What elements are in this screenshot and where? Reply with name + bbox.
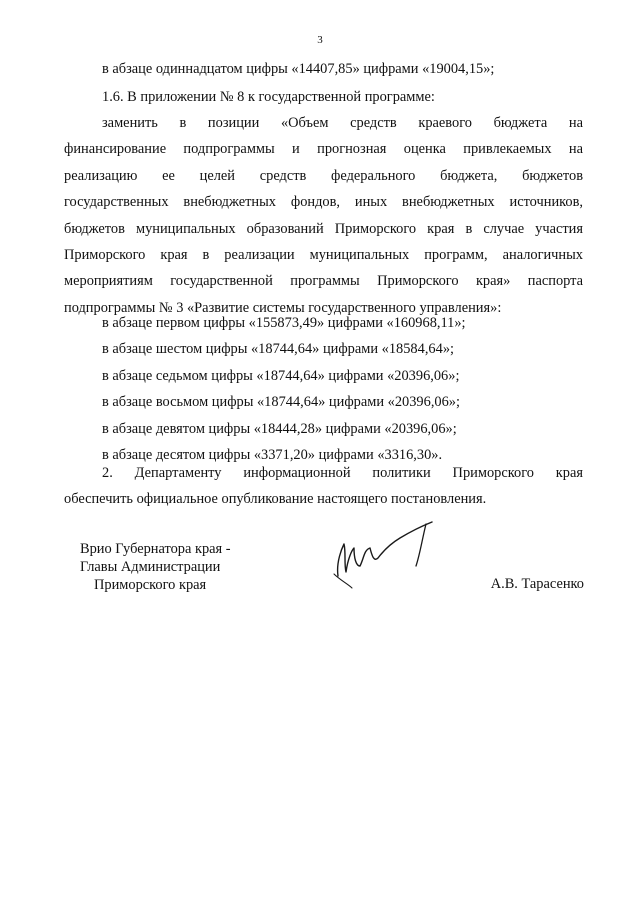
- signatory-title-line: Главы Администрации: [80, 559, 221, 575]
- paragraph-2: [64, 460, 583, 513]
- text-line: мероприятиям государственной программы Приморского края» паспорта: [64, 273, 583, 290]
- signatory-title: [80, 540, 231, 594]
- page-number: 3: [317, 34, 323, 46]
- text-line: в абзаце одиннадцатом цифры «14407,85» цифрами «19004,15»;: [102, 61, 495, 77]
- paragraph-abzac-11: [64, 56, 583, 82]
- signatory-title-line: Приморского края: [94, 577, 207, 593]
- list-item: в абзаце восьмом цифры «18744,64» цифрами «20396,06»;: [102, 394, 461, 411]
- text-line: реализацию ее целей средств федерального бюджета, бюджетов: [64, 167, 583, 184]
- replacement-list: [64, 310, 583, 468]
- paragraph-zamenit: [64, 110, 583, 321]
- text-line: 2. Департаменту информационной политики Приморского края: [102, 465, 583, 481]
- text-line: 1.6. В приложении № 8 к государственной программе:: [102, 89, 435, 105]
- signatory-title-line: Врио Губернатора края -: [80, 541, 231, 557]
- signatory-name: А.В. Тарасенко: [490, 576, 584, 592]
- list-item: в абзаце девятом цифры «18444,28» цифрами «20396,06»;: [102, 420, 457, 437]
- list-item: в абзаце первом цифры «155873,49» цифрами «160968,11»;: [102, 315, 466, 331]
- list-item: в абзаце шестом цифры «18744,64» цифрами «18584,64»;: [102, 341, 455, 358]
- text-line: заменить в позиции «Объем средств краевого бюджета на: [102, 115, 583, 131]
- text-line: государственных внебюджетных фондов, иных внебюджетных источников,: [64, 194, 583, 211]
- text-line: бюджетов муниципальных образований Приморского края в случае участия: [64, 220, 583, 237]
- handwritten-signature-icon: [330, 514, 440, 594]
- text-line: финансирование подпрограммы и прогнозная оценка привлекаемых на: [64, 141, 583, 158]
- text-line: подпрограммы № 3 «Развитие системы государственного управления»:: [64, 299, 502, 316]
- list-item: в абзаце десятом цифры «3371,20» цифрами «3316,30».: [102, 447, 443, 464]
- paragraph-1-6: [64, 84, 583, 110]
- text-line: Приморского края в реализации муниципальных программ, аналогичных: [64, 247, 583, 264]
- list-item: в абзаце седьмом цифры «18744,64» цифрами «20396,06»;: [102, 367, 460, 384]
- text-line: обеспечить официальное опубликование настоящего постановления.: [64, 491, 487, 508]
